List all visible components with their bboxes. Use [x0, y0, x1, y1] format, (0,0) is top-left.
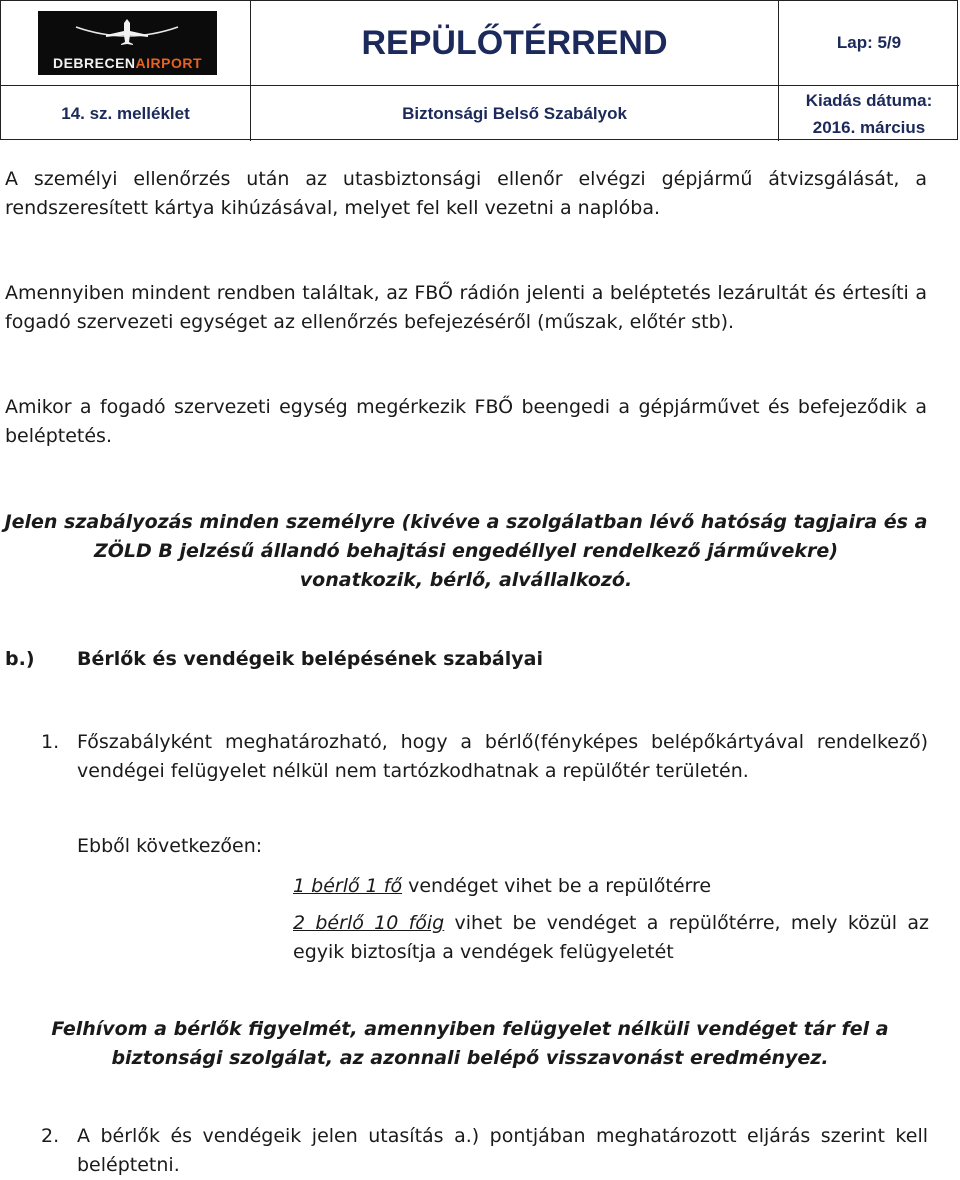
document-header	[0, 0, 958, 140]
page-cell	[779, 1, 959, 86]
page-number: Lap: 5/9	[836, 33, 902, 52]
item-1-number: 1.	[41, 731, 60, 753]
notice-scope-line-2: ZÖLD B jelzésű állandó behajtási engedéllyel rendelkező járművekre)	[93, 540, 838, 562]
issue-date-cell	[779, 86, 959, 141]
airplane-icon	[38, 11, 217, 55]
paragraph-vehicle-check: A személyi ellenőrzés után az utasbiztonsági ellenőr elvégzi gépjármű átvizsgálását, a rendszeresített kártya kihúzásával, melyet fel kell vezetni a naplóba.	[5, 168, 927, 219]
notice-warning	[25, 1015, 915, 1073]
rule-one-guest-emphasis: 1 bérlő 1 fő	[293, 875, 403, 897]
rule-one-guest	[293, 872, 933, 901]
notice-scope-line-1: Jelen szabályozás minden személyre (kivéve a szolgálatban lévő hatóság tagjaira és a	[4, 511, 928, 533]
airport-logo	[38, 11, 217, 75]
rule-one-guest-text: vendéget vihet be a repülőtérre	[402, 875, 712, 897]
annex-cell	[1, 86, 251, 141]
rule-ten-guests	[293, 909, 929, 967]
rule-ten-guests-text: vihet be vendéget a repülőtérre, mely közül az egyik biztosítja a vendégek felügyeletét	[293, 912, 929, 963]
paragraph-entry-complete: Amikor a fogadó szervezeti egység megérkezik FBŐ beengedi a gépjárművet és befejeződik a beléptetés.	[5, 396, 927, 447]
logo-wordmark	[38, 55, 217, 71]
issue-date-value: 2016. március	[812, 117, 926, 137]
logo-word-white: DEBRECEN	[52, 55, 136, 71]
consequence-label: Ebből következően:	[77, 835, 263, 857]
document-title: REPÜLŐTÉRREND	[361, 23, 668, 62]
item-1-text: Főszabályként meghatározható, hogy a bérlő(fényképes belépőkártyával rendelkező) vendégei felügyelet nélkül nem tartózkodhatnak a repülőtér területén.	[77, 731, 928, 782]
notice-warning-line-1: Felhívom a bérlők figyelmét, amennyiben felügyelet nélküli vendéget tár fel a	[51, 1018, 889, 1040]
notice-scope-line-3: vonatkozik, bérlő, alvállalkozó.	[299, 569, 633, 591]
logo-word-orange: AIRPORT	[135, 55, 203, 71]
section-b-number: b.)	[5, 648, 35, 670]
logo-cell	[1, 1, 251, 86]
notice-warning-line-2: biztonsági szolgálat, az azonnali belépő visszavonást eredményez.	[111, 1047, 829, 1069]
annex-label: 14. sz. melléklet	[61, 103, 190, 123]
issue-date-label: Kiadás dátuma:	[805, 90, 933, 110]
item-2-number: 2.	[41, 1125, 60, 1147]
paragraph-report-closure: Amennyiben mindent rendben találtak, az FBŐ rádión jelenti a beléptetés lezárultát és értesíti a fogadó szervezeti egységet az ellenőrzés befejezéséről (műszak, előtér stb).	[5, 282, 927, 333]
rules-cell	[251, 86, 779, 141]
item-2-text: A bérlők és vendégeik jelen utasítás a.) pontjában meghatározott eljárás szerint kell beléptetni.	[77, 1125, 928, 1176]
title-cell	[251, 1, 779, 86]
notice-scope	[0, 508, 932, 595]
rule-ten-guests-emphasis: 2 bérlő 10 főig	[293, 912, 445, 934]
rules-label: Biztonsági Belső Szabályok	[402, 103, 627, 123]
section-b-title: Bérlők és vendégeik belépésének szabályai	[77, 648, 543, 670]
